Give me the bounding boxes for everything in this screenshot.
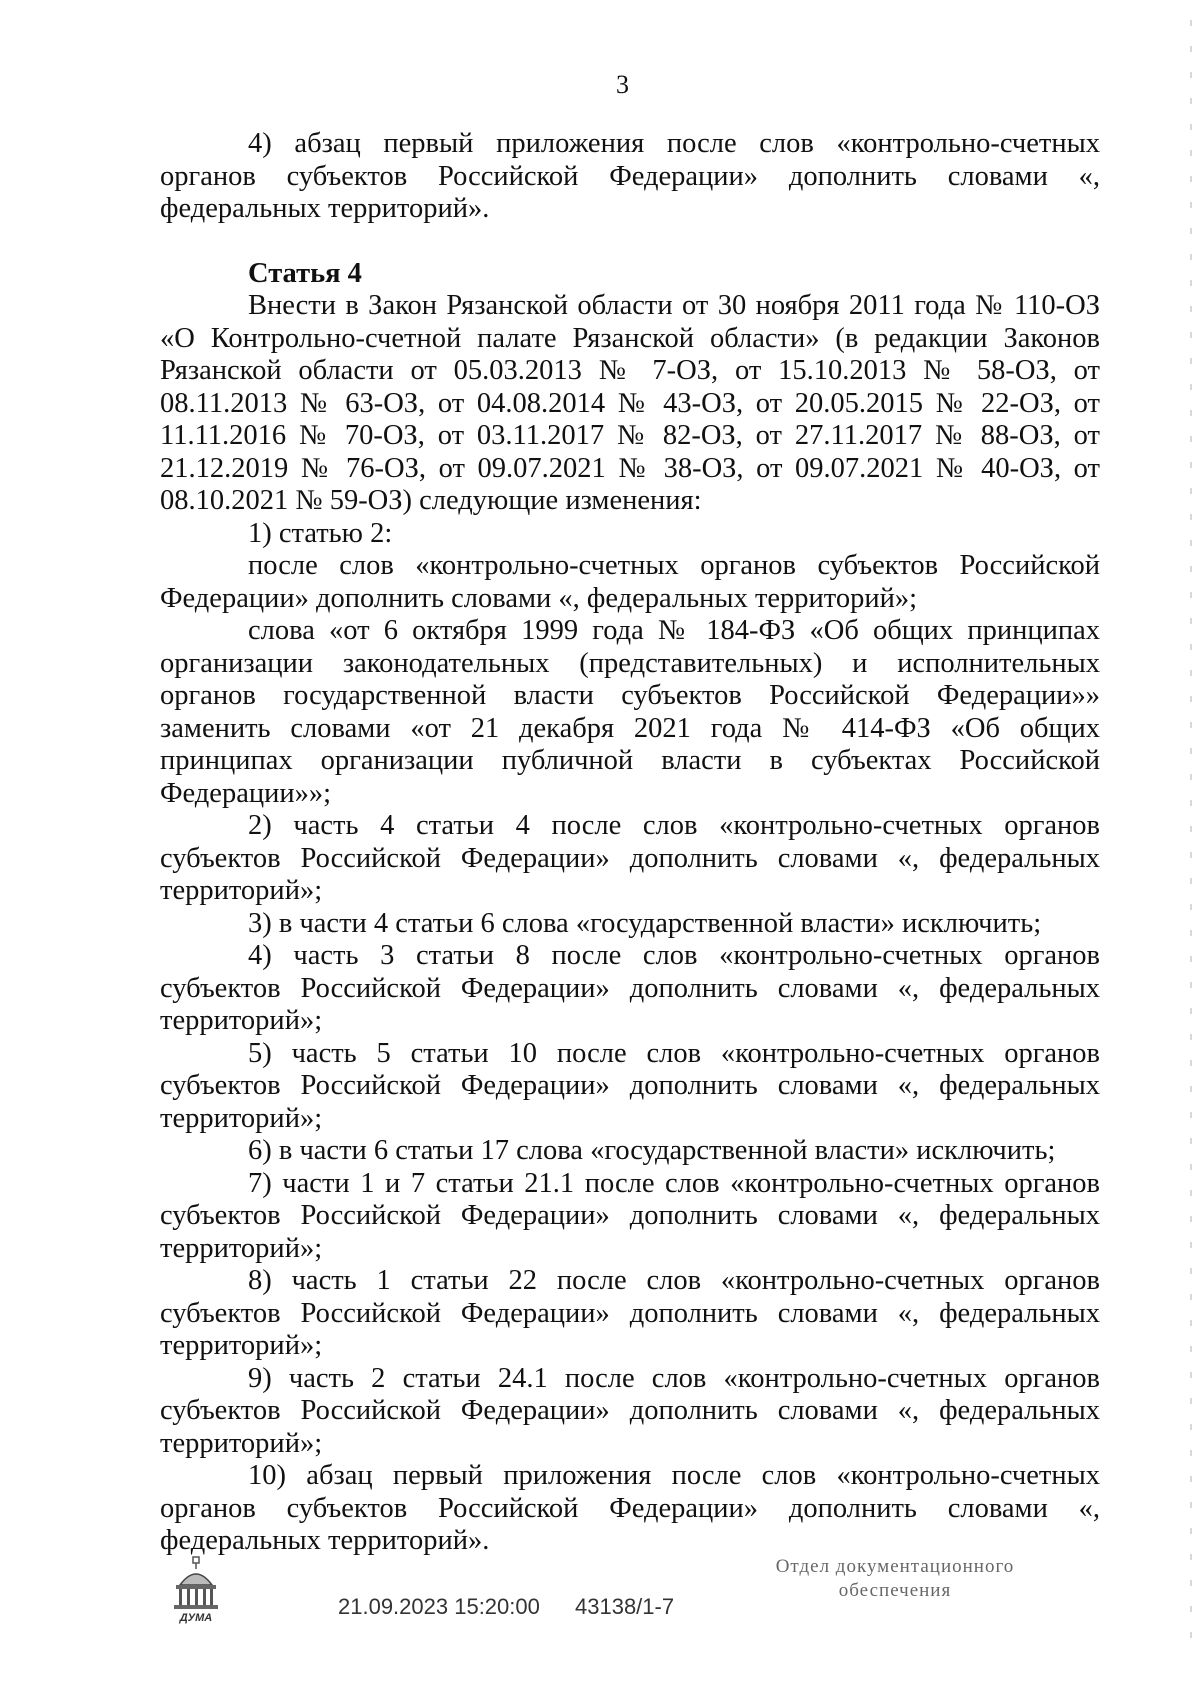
paragraph-intro: Внести в Закон Рязанской области от 30 ноября 2011 года № 110-ОЗ «О Контрольно-счетной палате Рязанской области» (в редакции Законов Рязанской области от 05.03.2013 № 7-ОЗ, от 15.10.2013 № 58-ОЗ, от 08.11.2013 № 63-ОЗ, от 04.08.2014 № 43-ОЗ, от 20.05.2015 № 22-ОЗ, от 11.11.2016 № 70-ОЗ, от 03.11.2017 № 82-ОЗ, от 27.11.2017 № 88-ОЗ, от 21.12.2019 № 76-ОЗ, от 09.07.2021 № 38-ОЗ, от 09.07.2021 № 40-ОЗ, от 08.10.2021 № 59-ОЗ) следующие изменения: <box>160 290 1100 516</box>
paragraph-item-4b: 4) часть 3 статьи 8 после слов «контрольно-счетных органов субъектов Российской Федерации» дополнить словами «, федеральных территорий»; <box>160 940 1100 1036</box>
paragraph-item-1-sub-b: слова «от 6 октября 1999 года № 184-ФЗ «Об общих принципах организации законодательных (представительных) и исполнительных органов государственной власти субъектов Российской Федерации»» заменить словами «от 21 декабря 2021 года № 414-ФЗ «Об общих принципах организации публичной власти в субъектах Российской Федерации»»; <box>160 615 1100 809</box>
page-number: 3 <box>616 70 629 99</box>
department-stamp <box>740 1555 1050 1603</box>
article-heading: Статья 4 <box>248 257 362 289</box>
duma-building-icon <box>170 1555 222 1625</box>
duma-logo <box>170 1555 222 1625</box>
document-body <box>160 128 1100 1558</box>
stamp-line-2: обеспечения <box>838 1580 952 1601</box>
paragraph-item-5: 5) часть 5 статьи 10 после слов «контрольно-счетных органов субъектов Российской Федерации» дополнить словами «, федеральных территорий»; <box>160 1037 1100 1134</box>
paragraph-item-6: 6) в части 6 статьи 17 слова «государственной власти» исключить; <box>248 1135 1056 1166</box>
paragraph-item-7: 7) части 1 и 7 статьи 21.1 после слов «контрольно-счетных органов субъектов Российской Федерации» дополнить словами «, федеральных территорий»; <box>160 1167 1100 1264</box>
stamp-line-1: Отдел документационного <box>775 1556 1015 1577</box>
scan-edge-marks <box>1190 20 1192 1640</box>
footer-timestamp: 21.09.2023 15:20:00 <box>338 1594 540 1619</box>
paragraph-item-2: 2) часть 4 статьи 4 после слов «контрольно-счетных органов субъектов Российской Федерации» дополнить словами «, федеральных территорий»; <box>160 810 1100 906</box>
paragraph-item-8: 8) часть 1 статьи 22 после слов «контрольно-счетных органов субъектов Российской Федерации» дополнить словами «, федеральных территорий»; <box>160 1265 1100 1361</box>
svg-text:ДУМА: ДУМА <box>179 1612 213 1624</box>
paragraph-item-4: 4) абзац первый приложения после слов «контрольно-счетных органов субъектов Российской Федерации» дополнить словами «, федеральных территорий». <box>160 128 1100 224</box>
paragraph-item-10: 10) абзац первый приложения после слов «контрольно-счетных органов субъектов Российской Федерации» дополнить словами «, федеральных территорий». <box>160 1460 1100 1556</box>
paragraph-item-1-sub-a: после слов «контрольно-счетных органов субъектов Российской Федерации» дополнить словами «, федеральных территорий»; <box>160 550 1100 614</box>
paragraph-item-9: 9) часть 2 статьи 24.1 после слов «контрольно-счетных органов субъектов Российской Федерации» дополнить словами «, федеральных территорий»; <box>160 1362 1100 1459</box>
paragraph-item-1: 1) статью 2: <box>248 517 393 549</box>
paragraph-item-3: 3) в части 4 статьи 6 слова «государственной власти» исключить; <box>248 907 1042 939</box>
footer-registration-number: 43138/1-7 <box>575 1594 675 1619</box>
